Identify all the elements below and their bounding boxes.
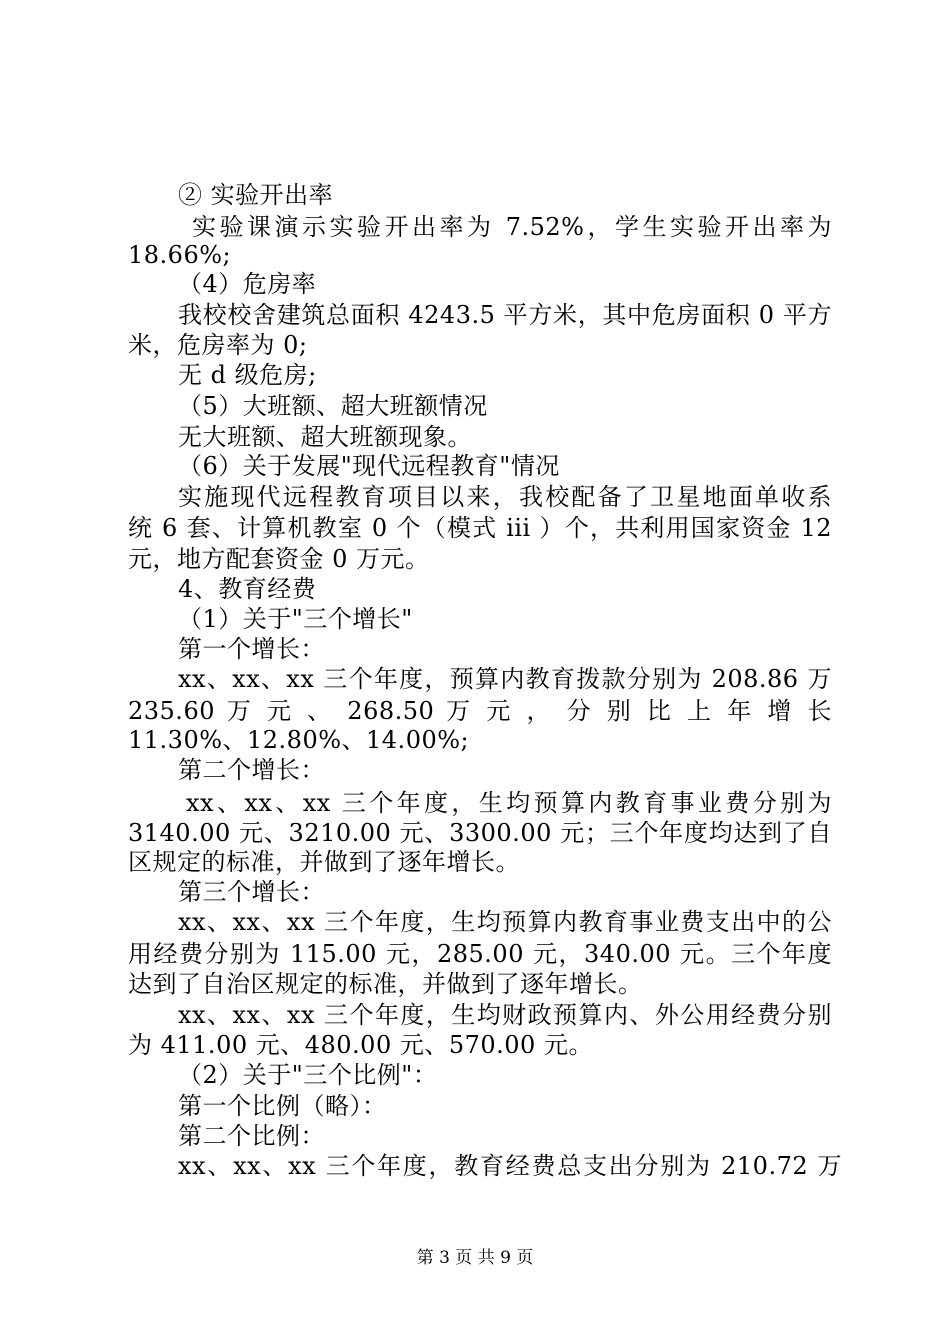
text-line: 第二个增长： bbox=[178, 756, 325, 784]
text-line: xx、xx、xx 三个年度，生均预算内教育事业费支出中的公 bbox=[178, 908, 832, 936]
text-line: 区规定的标准，并做到了逐年增长。 bbox=[128, 848, 520, 876]
text-line: 无 d 级危房; bbox=[178, 361, 317, 389]
text-line: 实验课演示实验开出率为 7.52%，学生实验开出率为 bbox=[192, 213, 832, 241]
text-line: （5）大班额、超大班额情况 bbox=[178, 392, 488, 420]
text-line: 第一个比例（略）： bbox=[178, 1092, 387, 1120]
page-number-footer: 第 3 页 共 9 页 bbox=[416, 1248, 534, 1268]
text-line: ② 实验开出率 bbox=[178, 181, 334, 209]
text-line: 统 6 套、计算机教室 0 个（模式 iii ）个，共利用国家资金 12 bbox=[128, 514, 832, 542]
text-line: （2）关于"三个比例"： bbox=[178, 1061, 438, 1089]
text-line: 无大班额、超大班额现象。 bbox=[178, 423, 472, 451]
text-line: （4）危房率 bbox=[178, 270, 317, 298]
text-line: （1）关于"三个增长" bbox=[178, 605, 413, 633]
text-line: xx、xx、xx 三个年度，预算内教育拨款分别为 208.86 万 bbox=[178, 665, 832, 693]
text-line: 达到了自治区规定的标准，并做到了逐年增长。 bbox=[128, 970, 643, 998]
text-line: 11.30%、12.80%、14.00%; bbox=[128, 726, 470, 754]
text-line: 第一个增长： bbox=[178, 635, 325, 663]
text-line: 实施现代远程教育项目以来，我校配备了卫星地面单收系 bbox=[178, 483, 832, 511]
text-line: 235.60 万 元 、 268.50 万 元 ， 分 别 比 上 年 增 长 bbox=[128, 697, 832, 725]
text-line: 我校校舍建筑总面积 4243.5 平方米，其中危房面积 0 平方 bbox=[178, 301, 832, 329]
text-line: 3140.00 元、3210.00 元、3300.00 元；三个年度均达到了自 bbox=[128, 819, 832, 847]
text-line: 元，地方配套资金 0 万元。 bbox=[128, 545, 430, 573]
text-line: 第三个增长： bbox=[178, 878, 325, 906]
text-line: xx、xx、xx 三个年度，教育经费总支出分别为 210.72 万 bbox=[178, 1152, 842, 1180]
text-line: xx、xx、xx 三个年度，生均财政预算内、外公用经费分别 bbox=[178, 1001, 832, 1029]
text-line: 第二个比例： bbox=[178, 1122, 325, 1150]
text-line: 米，危房率为 0; bbox=[128, 331, 308, 359]
text-line: 用经费分别为 115.00 元，285.00 元，340.00 元。三个年度 bbox=[128, 940, 832, 968]
section-heading: 4、教育经费 bbox=[178, 575, 317, 603]
text-line: xx、xx、xx 三个年度，生均预算内教育事业费分别为 bbox=[186, 789, 832, 817]
text-line: （6）关于发展"现代远程教育"情况 bbox=[178, 452, 560, 480]
text-line: 18.66%; bbox=[128, 241, 232, 269]
text-line: 为 411.00 元、480.00 元、570.00 元。 bbox=[128, 1031, 593, 1059]
